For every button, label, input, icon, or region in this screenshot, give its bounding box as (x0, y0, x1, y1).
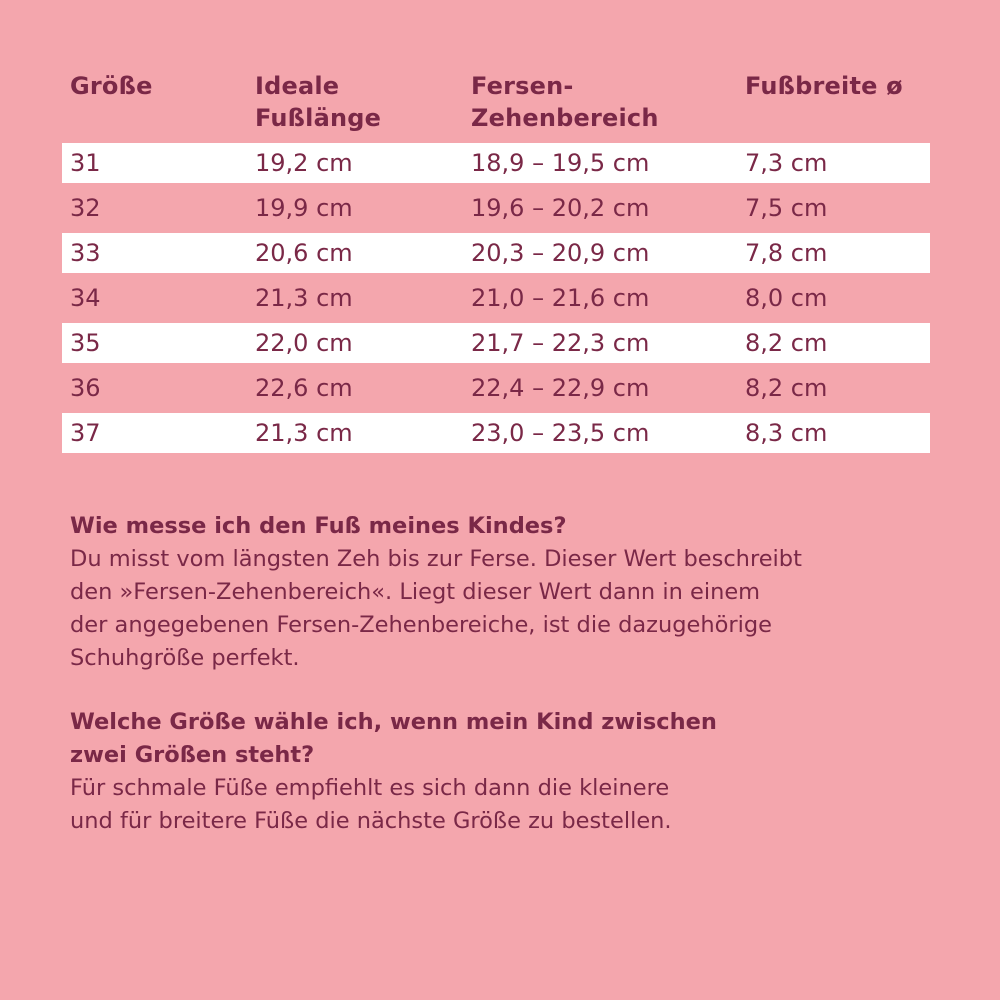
cell-groesse: 37 (70, 419, 101, 447)
cell-fusslaenge: 19,9 cm (255, 194, 353, 222)
cell-fussbreite: 8,3 cm (745, 419, 828, 447)
cell-fusslaenge: 19,2 cm (255, 149, 353, 177)
table-row (62, 323, 930, 363)
faq-measure-foot (70, 510, 950, 675)
cell-zehenbereich: 19,6 – 20,2 cm (471, 194, 650, 222)
header-ideale-fusslaenge: Ideale Fußlänge (255, 72, 382, 132)
faq-answer: Du misst vom längsten Zeh bis zur Ferse. Dieser Wert beschreibt den »Fersen-Zehenbereich«. Liegt dieser Wert dann in einem der angegebenen Fersen-Zehenbereiche, ist die dazugehörige Schuhgröße perfekt. (70, 546, 802, 671)
faq-answer: Für schmale Füße empfiehlt es sich dann die kleinere und für breitere Füße die nächste Größe zu bestellen. (70, 775, 672, 834)
cell-fusslaenge: 21,3 cm (255, 419, 353, 447)
cell-zehenbereich: 20,3 – 20,9 cm (471, 239, 650, 267)
table-row (62, 233, 930, 273)
table-body (62, 143, 930, 458)
cell-fussbreite: 7,5 cm (745, 194, 828, 222)
cell-zehenbereich: 21,0 – 21,6 cm (471, 284, 650, 312)
header-fersen-zehenbereich: Fersen- Zehenbereich (471, 72, 659, 132)
cell-fussbreite: 7,8 cm (745, 239, 828, 267)
cell-groesse: 34 (70, 284, 101, 312)
table-row (62, 278, 930, 318)
header-groesse: Größe (70, 72, 153, 100)
size-table (62, 70, 930, 447)
cell-groesse: 35 (70, 329, 101, 357)
faq-question: Welche Größe wähle ich, wenn mein Kind zwischen zwei Größen steht? (70, 709, 717, 768)
cell-groesse: 31 (70, 149, 101, 177)
table-row (62, 143, 930, 183)
cell-fusslaenge: 21,3 cm (255, 284, 353, 312)
cell-fussbreite: 7,3 cm (745, 149, 828, 177)
faq-between-sizes (70, 706, 950, 838)
cell-fusslaenge: 20,6 cm (255, 239, 353, 267)
cell-fussbreite: 8,2 cm (745, 374, 828, 402)
cell-groesse: 33 (70, 239, 101, 267)
cell-fussbreite: 8,0 cm (745, 284, 828, 312)
table-header (62, 70, 930, 142)
header-fussbreite: Fußbreite ø (745, 72, 903, 100)
cell-fusslaenge: 22,0 cm (255, 329, 353, 357)
table-row (62, 368, 930, 408)
cell-groesse: 32 (70, 194, 101, 222)
faq-question: Wie messe ich den Fuß meines Kindes? (70, 513, 567, 539)
cell-zehenbereich: 23,0 – 23,5 cm (471, 419, 650, 447)
cell-fussbreite: 8,2 cm (745, 329, 828, 357)
table-row (62, 413, 930, 453)
cell-fusslaenge: 22,6 cm (255, 374, 353, 402)
table-row (62, 188, 930, 228)
cell-groesse: 36 (70, 374, 101, 402)
cell-zehenbereich: 21,7 – 22,3 cm (471, 329, 650, 357)
cell-zehenbereich: 18,9 – 19,5 cm (471, 149, 650, 177)
cell-zehenbereich: 22,4 – 22,9 cm (471, 374, 650, 402)
